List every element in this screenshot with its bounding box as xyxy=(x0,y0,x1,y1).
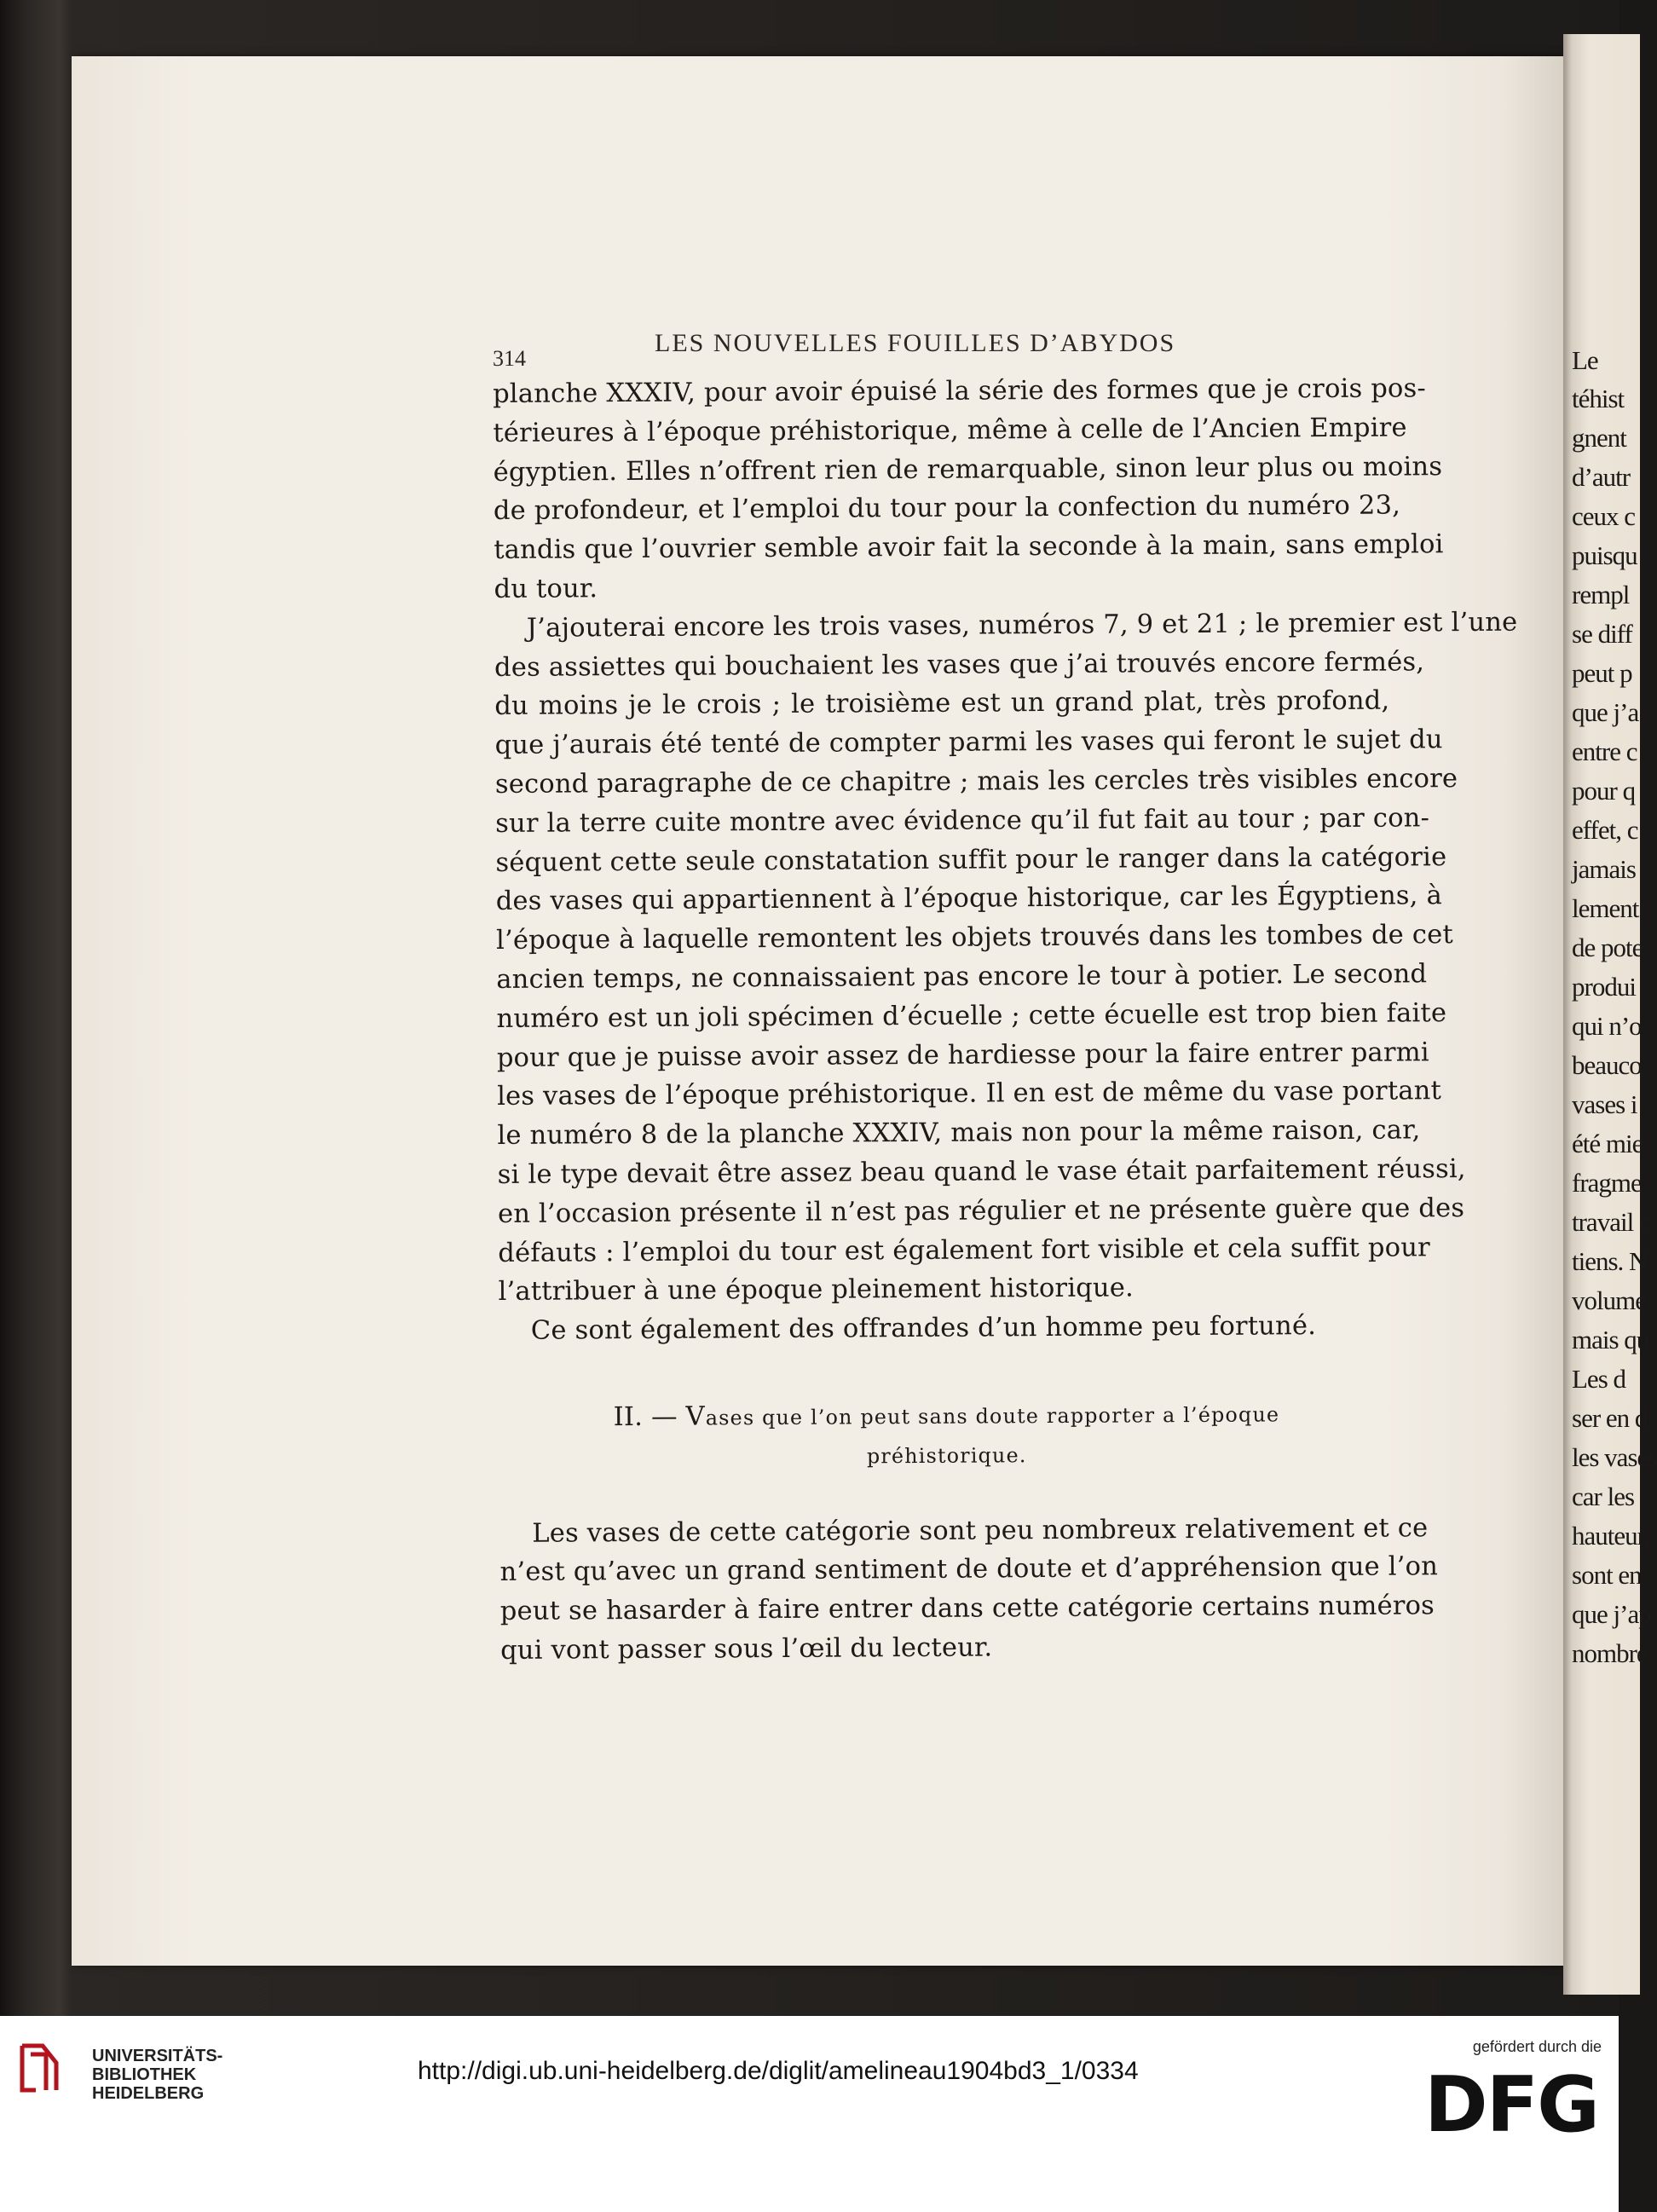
section-heading xyxy=(499,1393,1394,1476)
facing-page-text: hauteur, xyxy=(1572,1521,1650,1551)
text-line: du moins je le crois ; le troisième est un grand plat, très profond, xyxy=(494,685,1390,722)
text-line: ancien temps, ne connaissaient pas encore le tour à potier. Le second xyxy=(496,959,1428,995)
section-initial: V xyxy=(685,1401,706,1432)
paragraph-3: Ce sont également des offrandes d’un homme peu fortuné. xyxy=(530,1311,1317,1346)
text-line: qui vont passer sous l’œil du lecteur. xyxy=(500,1632,993,1666)
facing-page-text: produi xyxy=(1572,972,1636,1002)
facing-page-text: rempl xyxy=(1572,580,1630,609)
text-line: égyptien. Elles n’offrent rien de remarquable, sinon leur plus ou moins xyxy=(493,451,1443,488)
page-header xyxy=(493,329,1388,372)
text-line: le numéro 8 de la planche XXXIV, mais non pour la même raison, car, xyxy=(497,1115,1421,1152)
facing-page-text: ceux c xyxy=(1572,501,1636,531)
library-name-line: BIBLIOTHEK xyxy=(92,2065,197,2084)
facing-page-text: qui n’o xyxy=(1572,1011,1642,1041)
text-line: peut se hasarder à faire entrer dans cette catégorie certains numéros xyxy=(499,1591,1435,1627)
text-line: que j’aurais été tenté de compter parmi les vases qui feront le sujet du xyxy=(494,725,1443,761)
facing-page-text: entre c xyxy=(1572,736,1637,766)
facing-page-text: travail c xyxy=(1572,1207,1650,1237)
section-title: ases que l’on peut sans doute rapporter a l’époque xyxy=(705,1402,1280,1430)
text-line: térieures à l’époque préhistorique, même à celle de l’Ancien Empire xyxy=(493,413,1407,448)
facing-page-text: jamais xyxy=(1572,854,1636,884)
text-line: numéro est un joli spécimen d’écuelle ; cette écuelle est trop bien faite xyxy=(496,997,1447,1034)
text-line: défauts : l’emploi du tour est également fort visible et cela suffit pour xyxy=(498,1232,1431,1268)
facing-page-text: peut p xyxy=(1572,658,1632,688)
facing-page-text: effet, c xyxy=(1572,815,1638,845)
facing-page-text: se diff xyxy=(1572,619,1632,649)
facing-page-text: d’autr xyxy=(1572,462,1631,492)
facing-page-text: vases i xyxy=(1572,1089,1637,1119)
page-number: 314 xyxy=(493,346,526,371)
facing-page-text: volume xyxy=(1572,1285,1646,1315)
facing-page-text: fragme xyxy=(1572,1168,1642,1198)
facing-page-text: de pote xyxy=(1572,933,1643,962)
text-line: pour que je puisse avoir assez de hardiesse pour la faire entrer parmi xyxy=(496,1037,1429,1073)
facing-page-text: car les xyxy=(1572,1481,1635,1511)
section-numeral: II. — xyxy=(613,1401,686,1433)
text-line: du tour. xyxy=(494,574,598,604)
facing-page-text: gnent xyxy=(1572,423,1626,453)
facing-page-text: puisqu xyxy=(1572,540,1637,570)
text-line: n’est qu’avec un grand sentiment de doute et d’appréhension que l’on xyxy=(499,1551,1439,1588)
text-line: en l’occasion présente il n’est pas régulier et ne présente guère que des xyxy=(497,1193,1465,1229)
facing-page-text: téhist xyxy=(1572,384,1625,413)
section-heading-line-2 xyxy=(499,1432,1394,1476)
spacer xyxy=(499,1345,1394,1398)
text-line: planche XXXIV, pour avoir épuisé la série des formes que je crois pos- xyxy=(493,373,1427,409)
paragraph-1 xyxy=(493,370,1444,609)
facing-page-text: que j’ap xyxy=(1572,1599,1651,1629)
facing-page-text: sont en xyxy=(1572,1560,1642,1590)
library-name-line: UNIVERSITÄTS- xyxy=(92,2047,223,2065)
section-heading-line-1 xyxy=(499,1393,1394,1437)
facing-page-text: beauco xyxy=(1572,1050,1642,1080)
text-line: les vases de l’époque préhistorique. Il en est de même du vase portant xyxy=(497,1076,1442,1112)
facing-page-text: pour q xyxy=(1572,776,1636,806)
facing-page-text: que j’a xyxy=(1572,697,1639,727)
facing-page-edge xyxy=(1563,34,1657,1995)
facing-page-text: les vases xyxy=(1572,1442,1657,1472)
library-name-line: HEIDELBERG xyxy=(92,2084,205,2103)
text-line: sur la terre cuite montre avec évidence qu’il fut fait au tour ; par con- xyxy=(495,803,1430,839)
text-line: des assiettes qui bouchaient les vases que j’ai trouvés encore fermés, xyxy=(494,646,1425,683)
text-line: séquent cette seule constatation suffit pour le ranger dans la catégorie xyxy=(495,841,1447,878)
text-line: l’attribuer à une époque pleinement historique. xyxy=(498,1273,1134,1308)
facing-page-text: mais qu xyxy=(1572,1325,1649,1354)
text-line: J’ajouterai encore les trois vases, numéros 7, 9 et 21 ; le premier est l’une xyxy=(526,607,1518,644)
text-line: des vases qui appartiennent à l’époque historique, car les Égyptiens, à xyxy=(495,881,1443,917)
funder-label: gefördert durch die xyxy=(1472,2038,1602,2055)
section-title-cont: préhistorique. xyxy=(866,1442,1027,1469)
facing-page-text: ser en d xyxy=(1572,1403,1648,1433)
facing-page-text: Le xyxy=(1572,345,1598,375)
body-text xyxy=(493,370,1518,1671)
facing-page-text: nombre xyxy=(1572,1638,1648,1668)
text-line: l’époque à laquelle remontent les objets trouvés dans les tombes de cet xyxy=(495,920,1453,956)
paragraph-4 xyxy=(499,1509,1439,1671)
footer-bar xyxy=(0,2016,1619,2212)
text-line: si le type devait être assez beau quand le vase était parfaitement réussi, xyxy=(497,1153,1466,1190)
permalink-url[interactable]: http://digi.ub.uni-heidelberg.de/diglit/amelineau1904bd3_1/0334 xyxy=(418,2057,1139,2085)
text-line: Les vases de cette catégorie sont peu nombreux relativement et ce xyxy=(532,1512,1429,1549)
facing-page-text: lement xyxy=(1572,893,1639,923)
text-line: de profondeur, et l’emploi du tour pour la confection du numéro 23, xyxy=(493,490,1401,527)
running-title: LES NOUVELLES FOUILLES D’ABYDOS xyxy=(655,329,1176,357)
paragraph-2 xyxy=(494,604,1518,1312)
dfg-logo: DFG xyxy=(1423,2060,1598,2150)
spacer xyxy=(499,1471,1394,1514)
text-line: tandis que l’ouvrier semble avoir fait la seconde à la main, sans emploi xyxy=(494,529,1444,566)
facing-page-text: été mie xyxy=(1572,1129,1643,1158)
facing-page-text: Les d xyxy=(1572,1364,1626,1394)
library-name xyxy=(92,2047,222,2103)
library-logo-icon xyxy=(17,2037,75,2095)
facing-page-text: tiens. N xyxy=(1572,1246,1648,1276)
text-line: second paragraphe de ce chapitre ; mais les cercles très visibles encore xyxy=(494,764,1458,800)
